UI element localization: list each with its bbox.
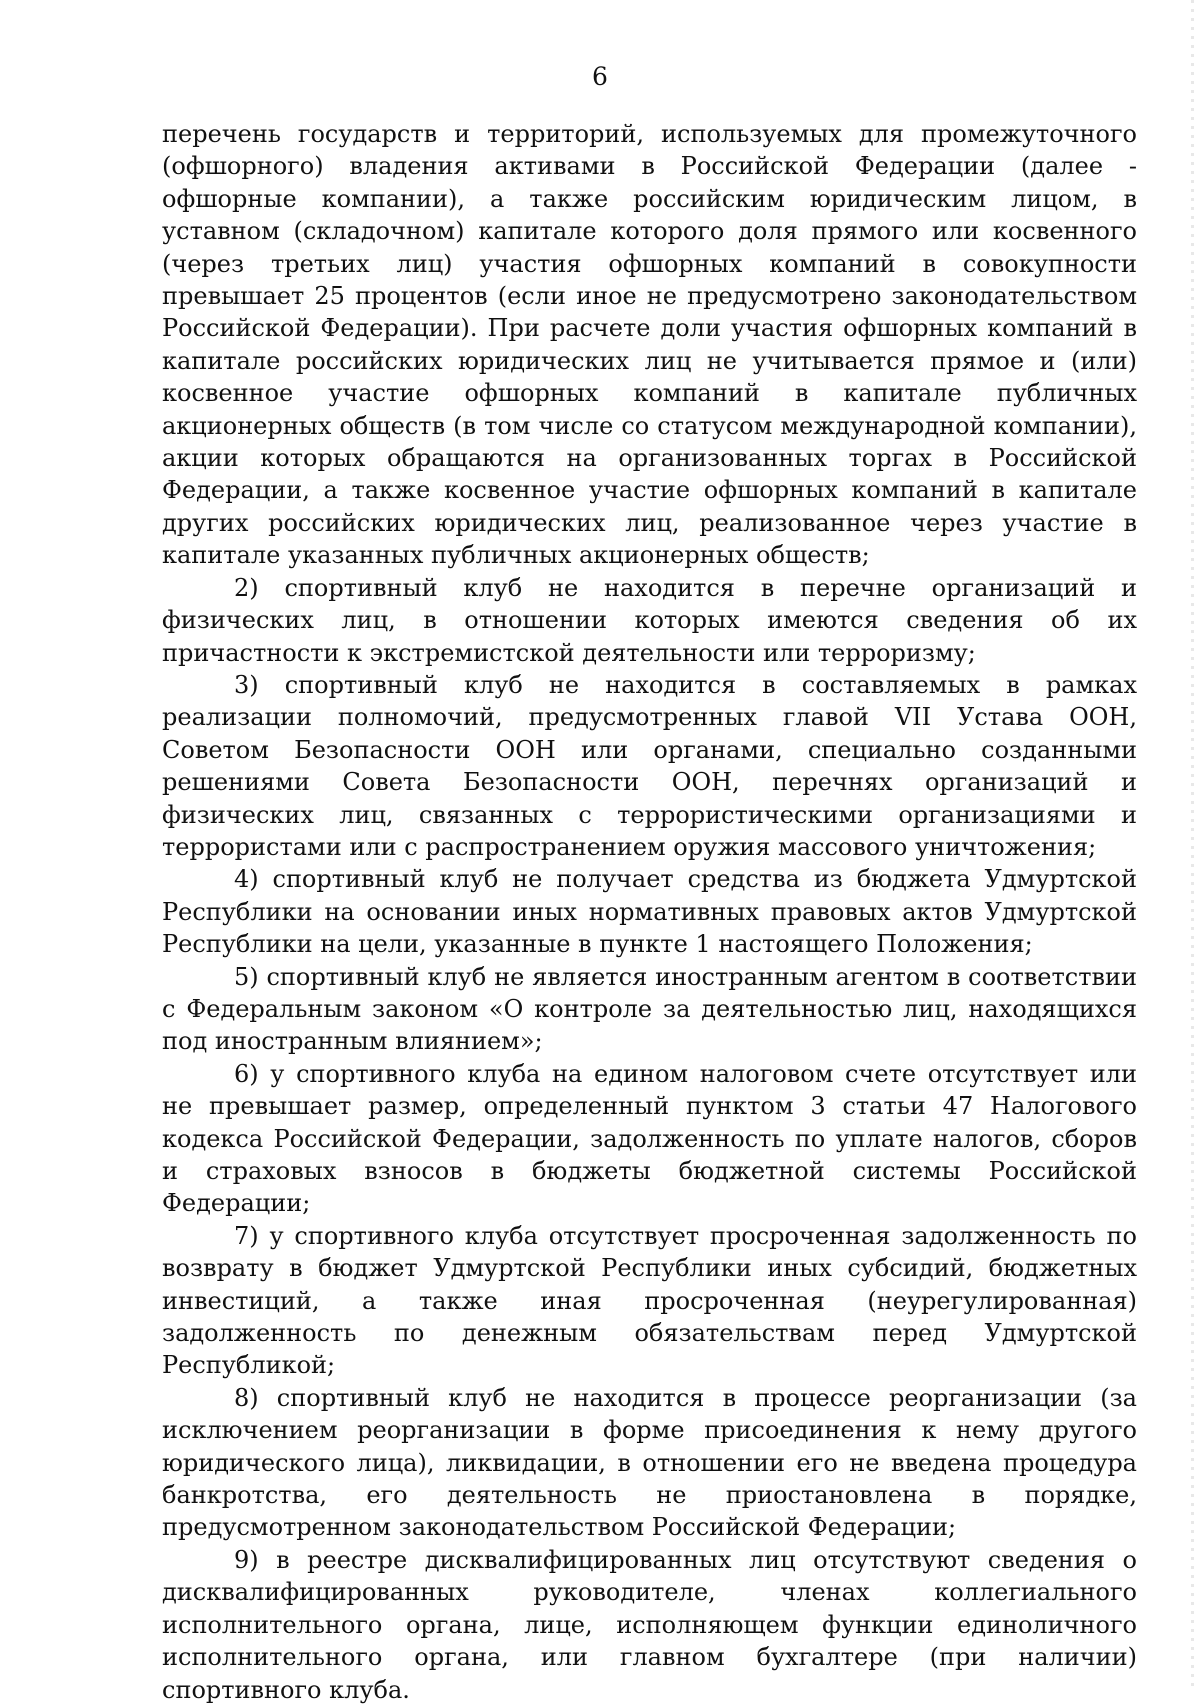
list-item-9: 9) в реестре дисквалифицированных лиц отсутствуют сведения о дисквалифицированных руководителе, членах коллегиального исполнительного органа, лице, исполняющем функции единоличного исполнительного органа, или главном бухгалтере (при наличии) спортивного клуба. [162, 1545, 1137, 1704]
scan-edge-artifact [1191, 0, 1194, 1686]
list-item-4: 4) спортивный клуб не получает средства из бюджета Удмуртской Республики на основании иных нормативных правовых актов Удмуртской Республики на цели, указанные в пункте 1 настоящего Положения; [162, 865, 1137, 959]
list-item-6: 6) у спортивного клуба на едином налоговом счете отсутствует или не превышает размер, определенный пунктом 3 статьи 47 Налогового кодекса Российской Федерации, задолженность по уплате налогов, сборов и страховых взносов в бюджеты бюджетной системы Российской Федерации; [162, 1059, 1137, 1218]
list-item-2: 2) спортивный клуб не находится в перечне организаций и физических лиц, в отношении которых имеются сведения об их причастности к экстремистской деятельности или терроризму; [162, 573, 1137, 667]
paragraph-continuation: перечень государств и территорий, используемых для промежуточного (офшорного) владения активами в Российской Федерации (далее - офшорные компании), а также российским юридическим лицом, в уставном (складочном) капитале которого доля прямого или косвенного (через третьих лиц) участия офшорных компаний в совокупности превышает 25 процентов (если иное не предусмотрено законодательством Российской Федерации). При расчете доли участия офшорных компаний в капитале российских юридических лиц не учитывается прямое и (или) косвенное участие офшорных компаний в капитале публичных акционерных обществ (в том числе со статусом международной компании), акции которых обращаются на организованных торгах в Российской Федерации, а также косвенное участие офшорных компаний в капитале других российских юридических лиц, реализованное через участие в капитале указанных публичных акционерных обществ; [162, 120, 1137, 570]
list-item-5: 5) спортивный клуб не является иностранным агентом в соответствии с Федеральным законом «О контроле за деятельностью лиц, находящихся под иностранным влиянием»; [162, 962, 1137, 1056]
list-item-8: 8) спортивный клуб не находится в процессе реорганизации (за исключением реорганизации в форме присоединения к нему другого юридического лица), ликвидации, в отношении его не введена процедура банкротства, его деятельность не приостановлена в порядке, предусмотренном законодательством Российской Федерации; [162, 1383, 1137, 1542]
document-body [162, 118, 1137, 1706]
page-number: 6 [592, 62, 608, 91]
list-item-7: 7) у спортивного клуба отсутствует просроченная задолженность по возврату в бюджет Удмуртской Республики иных субсидий, бюджетных инвестиций, а также иная просроченная (неурегулированная) задолженность по денежным обязательствам перед Удмуртской Республикой; [162, 1221, 1137, 1380]
list-item-3: 3) спортивный клуб не находится в составляемых в рамках реализации полномочий, предусмотренных главой VII Устава ООН, Советом Безопасности ООН или органами, специально созданными решениями Совета Безопасности ООН, перечнях организаций и физических лиц, связанных с террористическими организациями и террористами или с распространением оружия массового уничтожения; [162, 670, 1137, 861]
